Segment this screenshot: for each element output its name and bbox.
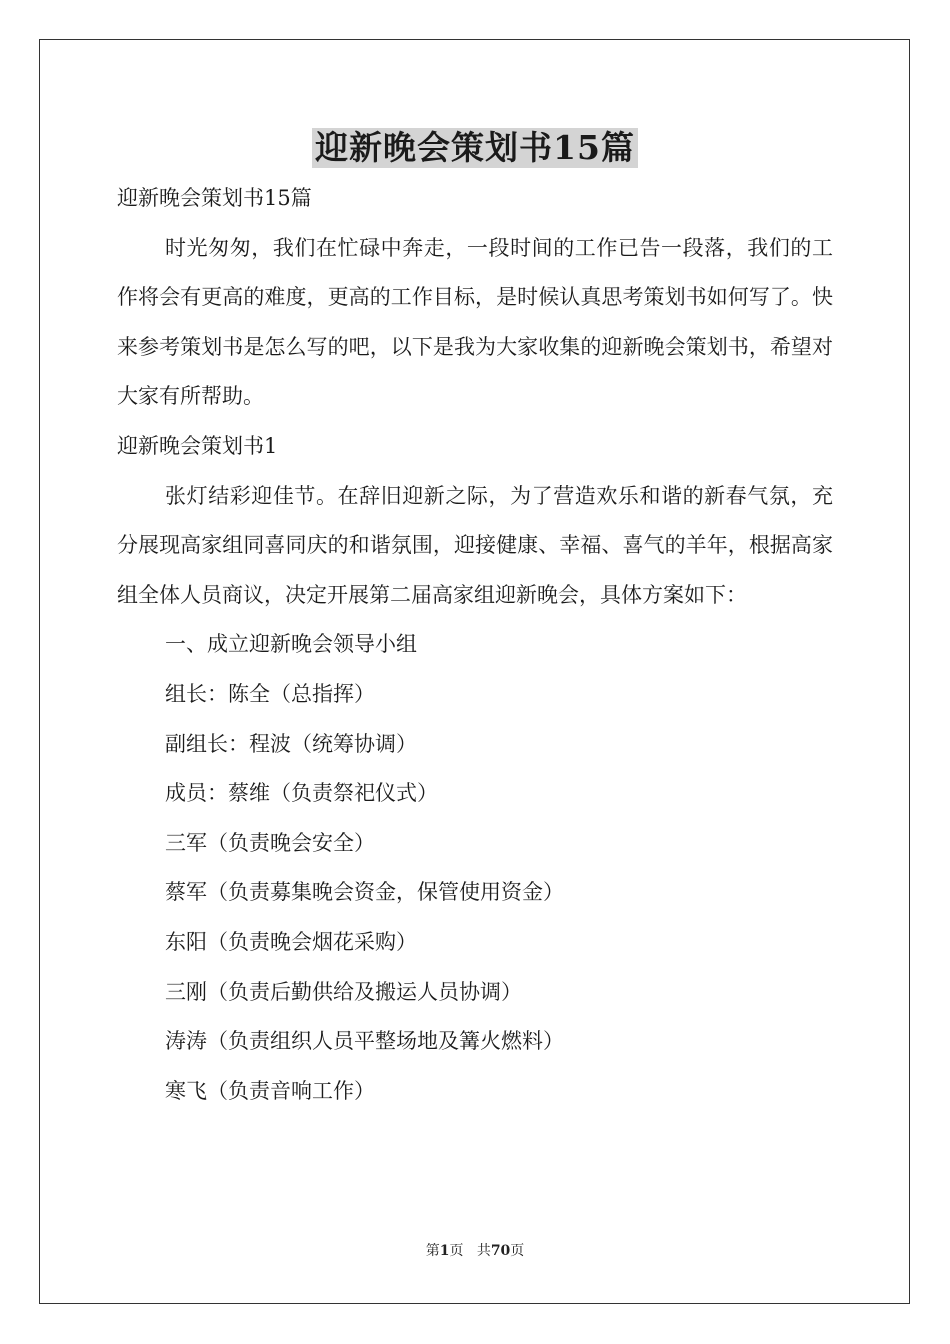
footer-total-pages: 70	[490, 1243, 511, 1259]
footer-page-number: 1	[439, 1243, 450, 1259]
footer-total-prefix: 共	[476, 1243, 491, 1259]
list-item: 涛涛（负责组织人员平整场地及篝火燃料）	[165, 1029, 564, 1054]
list-item: 寒飞（负责音响工作）	[165, 1078, 375, 1103]
footer-total-suffix: 页	[510, 1243, 525, 1259]
footer-page-suffix: 页	[449, 1243, 464, 1259]
list-heading: 一、成立迎新晚会领导小组	[165, 632, 417, 657]
document-title: 迎新晚会策划书15篇	[312, 128, 638, 168]
list-item: 东阳（负责晚会烟花采购）	[165, 929, 417, 954]
footer-prefix: 第	[425, 1243, 440, 1259]
document-body	[117, 174, 833, 1116]
page-footer	[0, 1240, 950, 1260]
title-container	[0, 128, 950, 168]
paragraph-body: 张灯结彩迎佳节。在辞旧迎新之际，为了营造欢乐和谐的新春气氛，充分展现高家组同喜同庆的和谐氛围，迎接健康、幸福、喜气的羊年，根据高家组全体人员商议，决定开展第二届高家组迎新晚会，具体方案如下：	[117, 483, 833, 607]
list-item: 蔡军（负责募集晚会资金，保管使用资金）	[165, 880, 564, 905]
paragraph-heading: 迎新晚会策划书15篇	[117, 186, 312, 210]
list-item: 成员：蔡维（负责祭祀仪式）	[165, 781, 438, 806]
paragraph-intro: 时光匆匆，我们在忙碌中奔走，一段时间的工作已告一段落，我们的工作将会有更高的难度，更高的工作目标，是时候认真思考策划书如何写了。快来参考策划书是怎么写的吧，以下是我为大家收集的迎新晚会策划书，希望对大家有所帮助。	[117, 235, 833, 409]
list-item: 三军（负责晚会安全）	[165, 830, 375, 855]
list-item: 副组长：程波（统筹协调）	[165, 731, 417, 756]
list-item: 三刚（负责后勤供给及搬运人员协调）	[165, 979, 522, 1004]
section-heading: 迎新晚会策划书1	[117, 433, 278, 458]
list-item: 组长：陈全（总指挥）	[165, 681, 375, 706]
